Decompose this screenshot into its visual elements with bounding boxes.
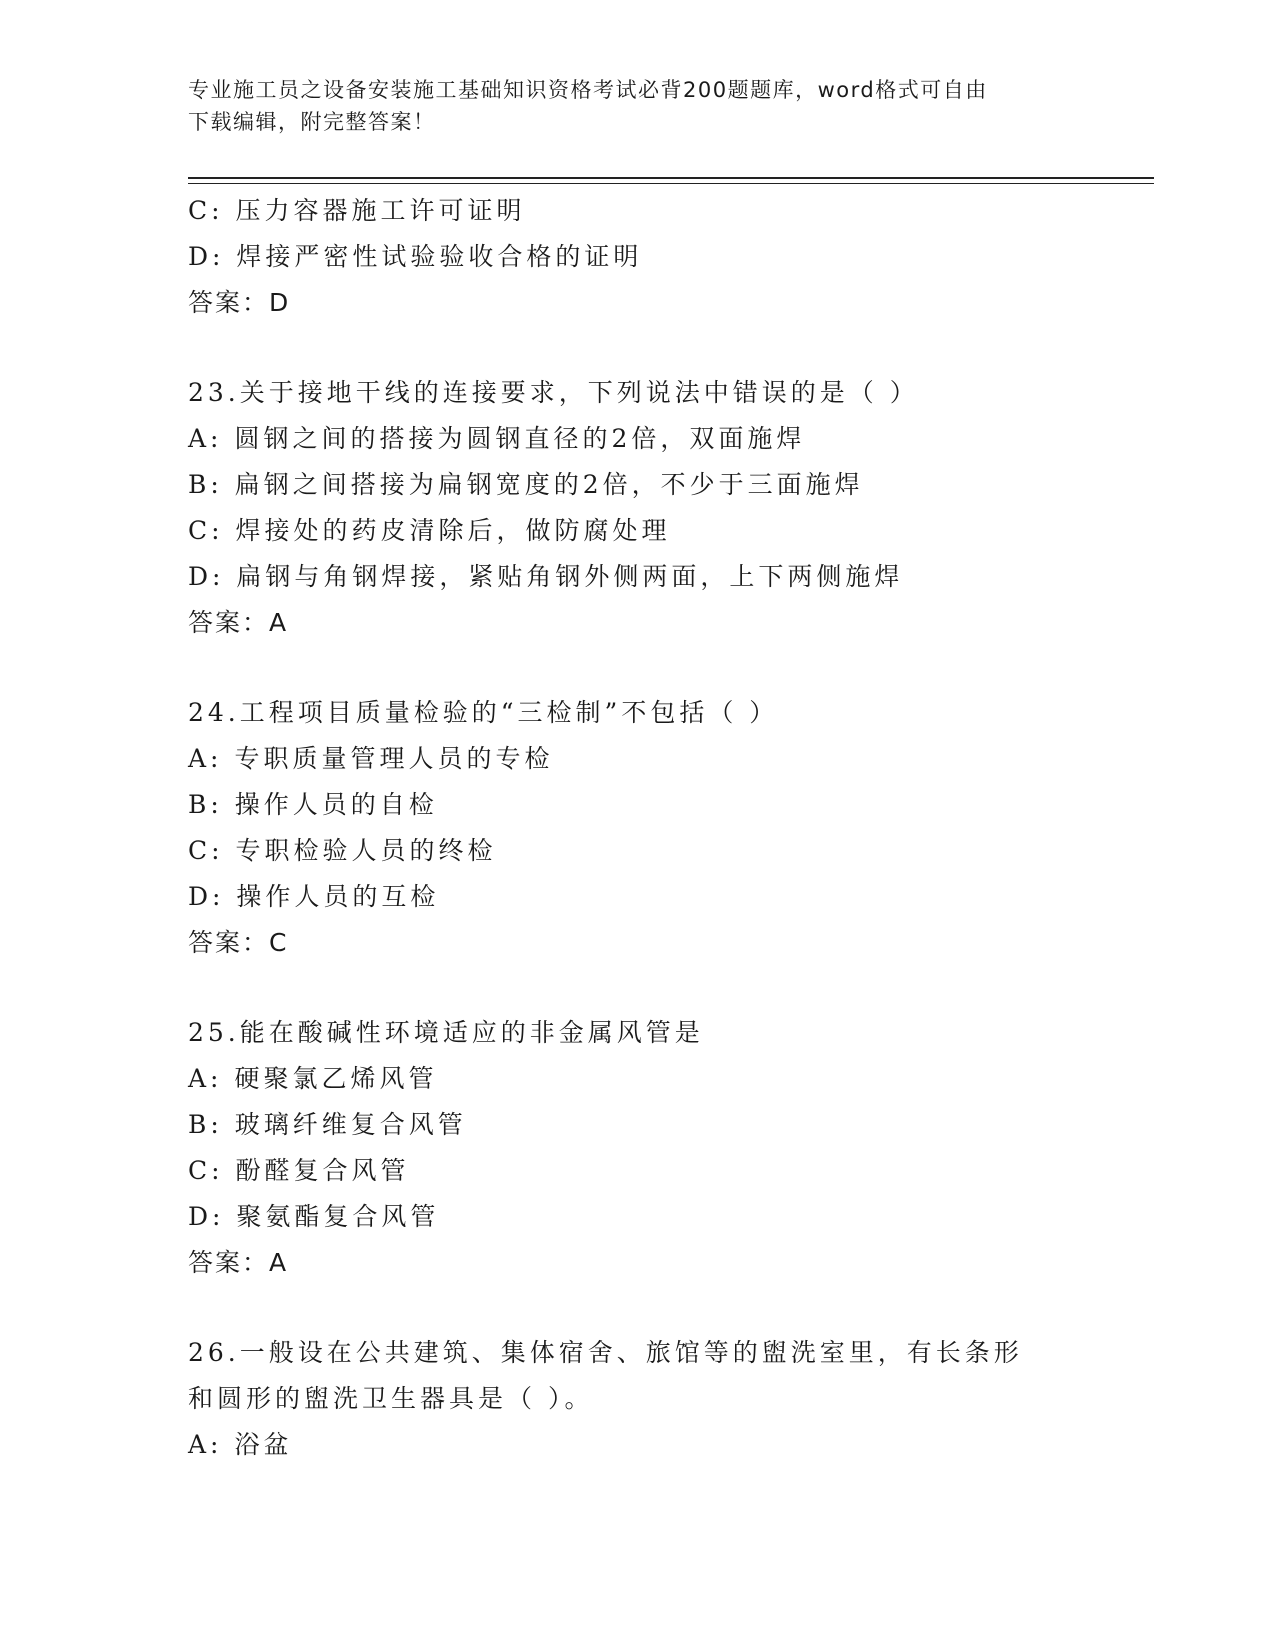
option-d bbox=[188, 554, 1088, 600]
answer-label: 答案： bbox=[188, 608, 270, 637]
option-text: 专职质量管理人员的专检 bbox=[234, 744, 554, 773]
option-text: 压力容器施工许可证明 bbox=[235, 196, 526, 225]
option-d bbox=[188, 874, 1088, 920]
answer-value: C bbox=[269, 928, 289, 957]
option-text: 酚醛复合风管 bbox=[235, 1156, 410, 1185]
answer-line bbox=[188, 280, 1088, 326]
option-text: 专职检验人员的终检 bbox=[235, 836, 497, 865]
option-c bbox=[188, 188, 1088, 234]
option-d bbox=[188, 234, 1088, 280]
option-letter: A: bbox=[188, 424, 223, 453]
question-list bbox=[188, 188, 1088, 1468]
question-25 bbox=[188, 1010, 1088, 1286]
option-b bbox=[188, 1102, 1088, 1148]
answer-label: 答案： bbox=[188, 1248, 270, 1277]
answer-value: A bbox=[269, 608, 289, 637]
answer-line bbox=[188, 920, 1088, 966]
question-22-continued bbox=[188, 188, 1088, 326]
option-letter: B: bbox=[188, 790, 223, 819]
header-title-line-2: 下载编辑，附完整答案！ bbox=[188, 110, 436, 134]
option-letter: D: bbox=[188, 882, 225, 911]
option-letter: B: bbox=[188, 470, 223, 499]
document-header bbox=[188, 74, 1068, 138]
option-letter: A: bbox=[188, 1430, 223, 1459]
header-divider bbox=[188, 177, 1154, 179]
option-letter: C: bbox=[188, 196, 224, 225]
option-b bbox=[188, 462, 1088, 508]
option-a bbox=[188, 416, 1088, 462]
option-text: 焊接处的药皮清除后，做防腐处理 bbox=[235, 516, 671, 545]
option-a bbox=[188, 736, 1088, 782]
option-c bbox=[188, 1148, 1088, 1194]
answer-line bbox=[188, 1240, 1088, 1286]
option-c bbox=[188, 508, 1088, 554]
option-letter: D: bbox=[188, 562, 225, 591]
option-text: 硬聚氯乙烯风管 bbox=[234, 1064, 438, 1093]
option-letter: D: bbox=[188, 242, 225, 271]
answer-value: D bbox=[269, 288, 291, 317]
option-text: 圆钢之间的搭接为圆钢直径的2倍，双面施焊 bbox=[234, 424, 806, 453]
answer-line bbox=[188, 600, 1088, 646]
question-23 bbox=[188, 370, 1088, 646]
option-letter: A: bbox=[188, 1064, 223, 1093]
option-text: 扁钢之间搭接为扁钢宽度的2倍，不少于三面施焊 bbox=[234, 470, 864, 499]
option-text: 操作人员的互检 bbox=[236, 882, 440, 911]
option-d bbox=[188, 1194, 1088, 1240]
header-divider-thin bbox=[188, 183, 1154, 184]
question-stem: 25.能在酸碱性环境适应的非金属风管是 bbox=[188, 1018, 704, 1047]
answer-label: 答案： bbox=[188, 288, 270, 317]
answer-label: 答案： bbox=[188, 928, 270, 957]
option-c bbox=[188, 828, 1088, 874]
option-a bbox=[188, 1422, 1088, 1468]
option-letter: C: bbox=[188, 1156, 224, 1185]
option-text: 扁钢与角钢焊接，紧贴角钢外侧两面，上下两侧施焊 bbox=[236, 562, 904, 591]
question-26 bbox=[188, 1330, 1088, 1468]
option-text: 浴盆 bbox=[234, 1430, 293, 1459]
answer-value: A bbox=[269, 1248, 289, 1277]
header-title-line-1: 专业施工员之设备安装施工基础知识资格考试必背200题题库，word格式可自由 bbox=[188, 78, 988, 102]
option-text: 聚氨酯复合风管 bbox=[236, 1202, 440, 1231]
option-text: 操作人员的自检 bbox=[234, 790, 438, 819]
question-stem: 26.一般设在公共建筑、集体宿舍、旅馆等的盥洗室里，有长条形和圆形的盥洗卫生器具是（ ）。 bbox=[188, 1338, 1023, 1413]
option-a bbox=[188, 1056, 1088, 1102]
option-text: 玻璃纤维复合风管 bbox=[234, 1110, 467, 1139]
option-letter: D: bbox=[188, 1202, 225, 1231]
option-letter: C: bbox=[188, 836, 224, 865]
option-text: 焊接严密性试验验收合格的证明 bbox=[236, 242, 643, 271]
question-24 bbox=[188, 690, 1088, 966]
option-letter: B: bbox=[188, 1110, 223, 1139]
question-stem: 24.工程项目质量检验的“三检制”不包括（ ） bbox=[188, 698, 779, 727]
option-letter: C: bbox=[188, 516, 224, 545]
option-b bbox=[188, 782, 1088, 828]
question-stem: 23.关于接地干线的连接要求，下列说法中错误的是（ ） bbox=[188, 378, 919, 407]
option-letter: A: bbox=[188, 744, 223, 773]
